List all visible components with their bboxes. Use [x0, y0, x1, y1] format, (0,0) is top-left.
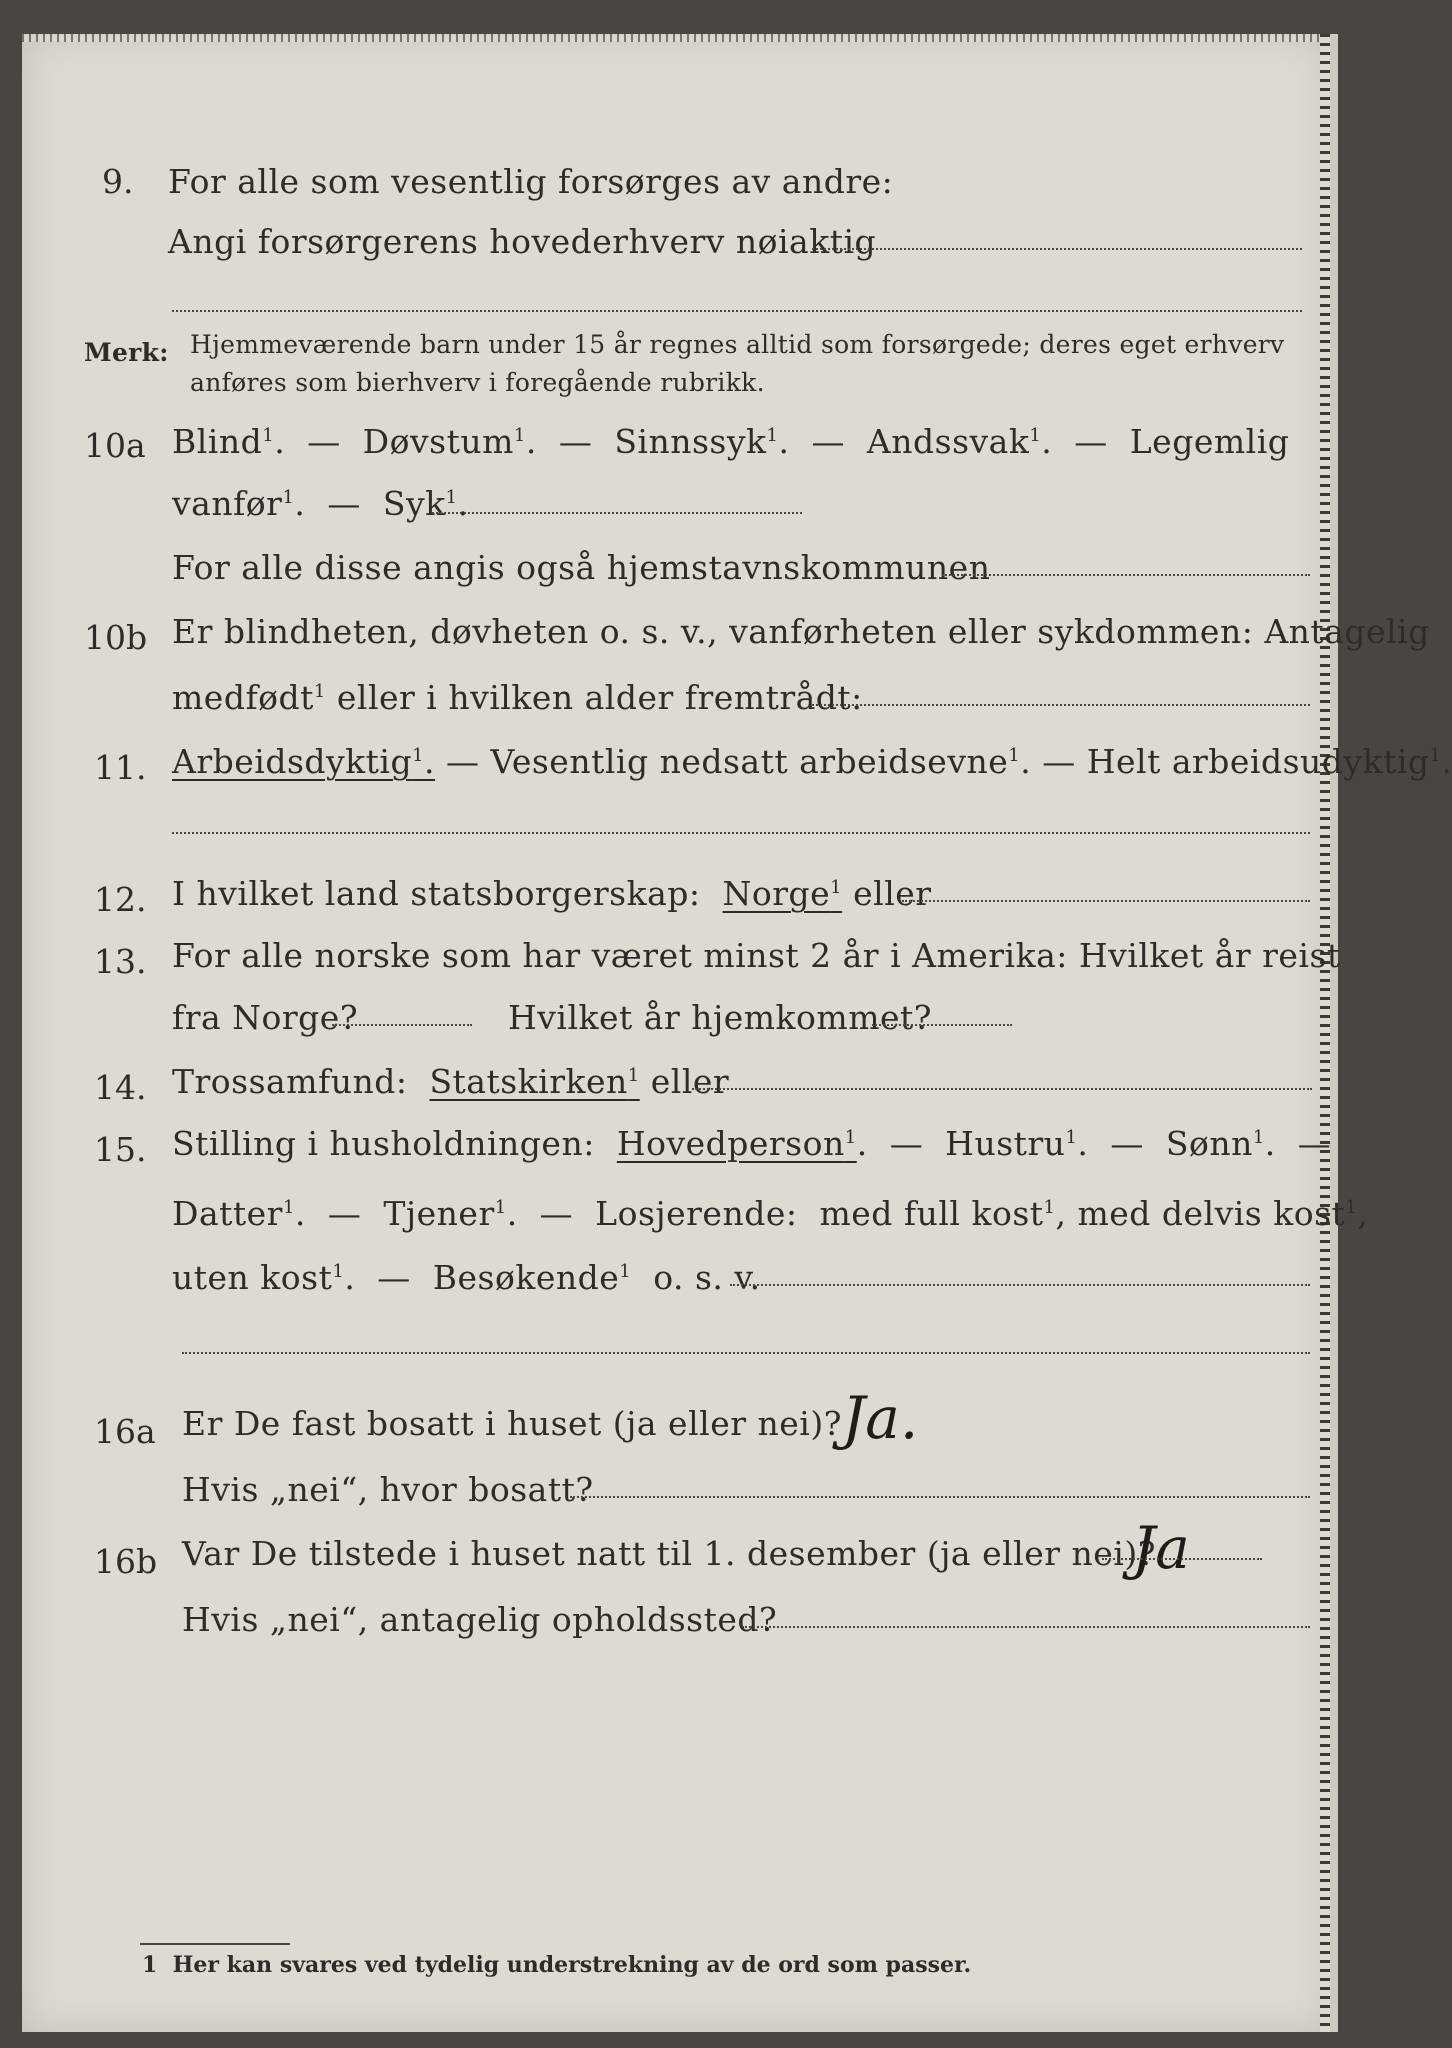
q13-year-left-line[interactable] — [332, 1024, 472, 1026]
q13-year-returned-line[interactable] — [872, 1024, 1012, 1026]
q16a-number: 16a — [94, 1412, 156, 1451]
q10b-answer-line[interactable] — [812, 704, 1310, 706]
q12-option-norge[interactable]: Norge$^1$ — [722, 874, 843, 913]
q11-number: 11. — [94, 748, 147, 787]
q16a-handwritten-answer[interactable]: Ja. — [842, 1384, 919, 1452]
footnote-rule — [140, 1943, 290, 1945]
q14-number: 14. — [94, 1068, 147, 1107]
census-form-page — [22, 34, 1452, 2032]
q15-answer-line[interactable] — [730, 1284, 1310, 1286]
q16b-handwritten-answer[interactable]: Ja — [1132, 1514, 1190, 1582]
q10a-number: 10a — [84, 426, 146, 465]
merk-line2: anføres som bierhverv i foregående rubrikk. — [190, 368, 765, 397]
q16a-line2: Hvis „nei“, hvor bosatt? — [182, 1470, 594, 1509]
q15-line3: uten kost$^1$. — Besøkende$^1$ o. s. v. — [172, 1258, 761, 1297]
q11-answer-line[interactable] — [172, 832, 1310, 834]
q10a-hjemstavn-line[interactable] — [942, 574, 1310, 576]
q11-option-nedsatt[interactable]: Vesentlig nedsatt arbeidsevne$^1$. — [490, 742, 1032, 781]
q14-answer-line[interactable] — [692, 1088, 1312, 1090]
q15-number: 15. — [94, 1130, 147, 1169]
q10a-line2: vanfør$^1$. — Syk$^1$. — [172, 484, 469, 523]
q10b-line2: medfødt$^1$ eller i hvilken alder fremtrådt: — [172, 678, 863, 717]
q9-answer-line[interactable] — [812, 248, 1302, 250]
q13-line1: For alle norske som har været minst 2 år i Amerika: Hvilket år reist — [172, 936, 1341, 975]
q11-option-arbeidsdyktig[interactable]: Arbeidsdyktig$^1$. — [172, 742, 436, 781]
q10b-line1: Er blindheten, døvheten o. s. v., vanførheten eller sykdommen: Antagelig — [172, 612, 1430, 651]
q16b-answer-line[interactable] — [1102, 1558, 1262, 1560]
q11-line: Arbeidsdyktig$^1$. — Vesentlig nedsatt arbeidsevne$^1$. — Helt arbeidsudyktig$^1$. — [172, 742, 1452, 781]
q9-answer-line-2[interactable] — [172, 310, 1302, 312]
q14-line: Trossamfund: Statskirken$^1$ eller — [172, 1062, 730, 1101]
perforated-edge — [1320, 34, 1330, 2032]
merk-line1: Hjemmeværende barn under 15 år regnes alltid som forsørgede; deres eget erhverv — [190, 330, 1285, 359]
q12-number: 12. — [94, 880, 147, 919]
top-edge — [22, 34, 1330, 42]
q16b-line2: Hvis „nei“, antagelig opholdssted? — [182, 1600, 778, 1639]
q15-line2: Datter$^1$. — Tjener$^1$. — Losjerende: med full kost$^1$, med delvis kost$^1$, — [172, 1194, 1369, 1233]
q13-fra-norge: fra Norge? — [172, 998, 359, 1037]
q10b-number: 10b — [84, 618, 148, 657]
q12-line: I hvilket land statsborgerskap: Norge$^1$ eller — [172, 874, 932, 913]
q15-answer-line-2[interactable] — [182, 1352, 1310, 1354]
q9-number: 9. — [102, 162, 134, 201]
q10a-line1: Blind$^1$. — Døvstum$^1$. — Sinnssyk$^1$. — Andssvak$^1$. — Legemlig — [172, 422, 1290, 461]
q16a-line1: Er De fast bosatt i huset (ja eller nei)? — [182, 1404, 842, 1443]
q13-number: 13. — [94, 942, 147, 981]
q11-option-udyktig[interactable]: Helt arbeidsudyktig$^1$. — [1086, 742, 1452, 781]
q15-option-hovedperson[interactable]: Hovedperson$^1$ — [616, 1124, 857, 1163]
q15-line1: Stilling i husholdningen: Hovedperson$^1$. — Hustru$^1$. — Sønn$^1$. — — [172, 1124, 1332, 1163]
q10a-answer-line[interactable] — [432, 512, 802, 514]
q16b-number: 16b — [94, 1542, 158, 1581]
q9-line1: For alle som vesentlig forsørges av andre: — [168, 162, 894, 201]
merk-label: Merk: — [84, 338, 169, 367]
q16b-opholdssted-line[interactable] — [742, 1626, 1310, 1628]
footnote: 1 Her kan svares ved tydelig understrekning av de ord som passer. — [142, 1952, 972, 1978]
q16b-line1: Var De tilstede i huset natt til 1. desember (ja eller nei)? — [182, 1534, 1156, 1573]
q16a-answer-line[interactable] — [570, 1496, 1310, 1498]
q10a-line3: For alle disse angis også hjemstavnskommunen — [172, 548, 991, 587]
q9-line2: Angi forsørgerens hovederhverv nøiaktig — [168, 222, 877, 261]
q13-hjemkommet: Hvilket år hjemkommet? — [508, 998, 932, 1037]
q12-answer-line[interactable] — [902, 900, 1310, 902]
q14-option-statskirken[interactable]: Statskirken$^1$ — [429, 1062, 640, 1101]
